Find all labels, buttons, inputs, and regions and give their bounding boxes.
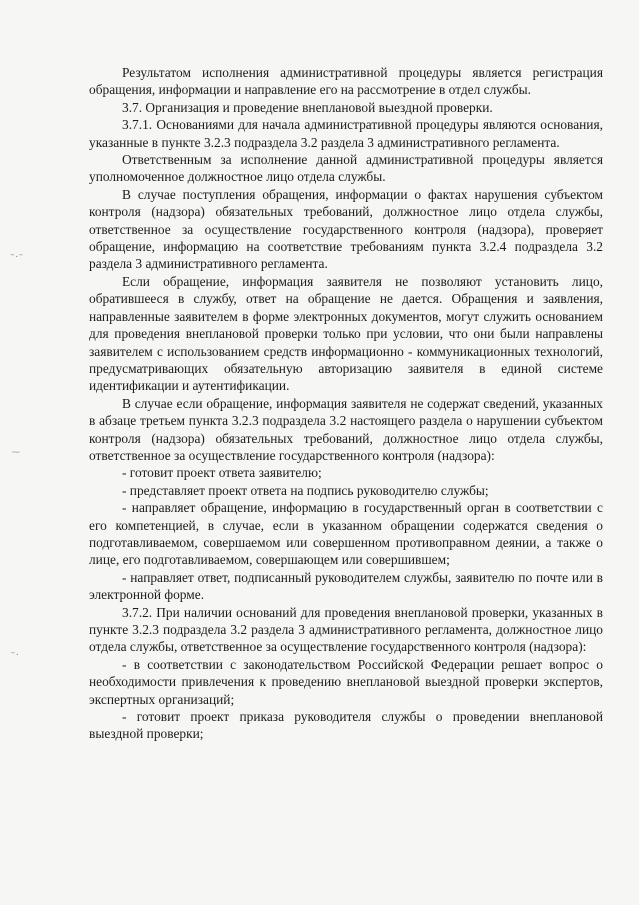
paragraph: В случае поступления обращения, информации о фактах нарушения субъектом контроля (надзора) обязательных требований, должностное лицо отдела службы, ответственное за осуществление государственного контроля (надзора), проверяет обращение, информацию на соответствие требованиям пункта 3.2.4 подраздела 3.2 раздела 3 административного регламента.	[89, 186, 603, 272]
list-item: - в соответствии с законодательством Российской Федерации решает вопрос о необходимости привлечения к проведению внеплановой выездной проверки экспертов, экспертных организаций;	[89, 656, 603, 707]
list-item: - направляет обращение, информацию в государственный орган в соответствии с его компетенцией, в случае, если в указанном обращении содержатся сведения о подготавливаемом, совершаемом или совершенном противоправном деянии, а также о лице, его подготавливаемом, совершающем или совершившем;	[89, 500, 603, 568]
paragraph: Ответственным за исполнение данной административной процедуры является уполномоченное должностное лицо отдела службы.	[89, 152, 603, 185]
paragraph: 3.7.2. При наличии оснований для проведения внеплановой проверки, указанных в пункте 3.2.3 подраздела 3.2 раздела 3 административного регламента, должностное лицо отдела службы, ответственное за осуществление государственного контроля (надзора):	[89, 604, 603, 655]
scan-artifact: -.	[10, 648, 20, 658]
scan-artifact: -.-	[10, 250, 24, 260]
list-item: - готовит проект приказа руководителя службы о проведении внеплановой выездной проверки;	[89, 709, 603, 742]
paragraph: 3.7.1. Основаниями для начала административной процедуры являются основания, указанные в пункте 3.2.3 подраздела 3.2 раздела 3 административного регламента.	[89, 117, 603, 150]
paragraph: В случае если обращение, информация заявителя не содержат сведений, указанных в абзаце третьем пункта 3.2.3 подраздела 3.2 настоящего раздела о нарушении субъектом контроля (надзора) обязательных требований, должностное лицо отдела службы, ответственное за осуществление государственного контроля (надзора):	[89, 395, 603, 463]
scan-artifact: ~	[10, 448, 22, 458]
list-item: - готовит проект ответа заявителю;	[122, 465, 322, 481]
list-item: - направляет ответ, подписанный руководителем службы, заявителю по почте или в электронной форме.	[89, 569, 603, 603]
document-body	[89, 64, 603, 743]
paragraph: Результатом исполнения административной процедуры является регистрация обращения, информации и направление его на рассмотрение в отдел службы.	[89, 65, 603, 98]
list-item: - представляет проект ответа на подпись руководителю службы;	[122, 482, 489, 498]
paragraph: Если обращение, информация заявителя не позволяют установить лицо, обратившееся в службу, ответ на обращение не дается. Обращения и заявления, направленные заявителем в форме электронных документов, могут служить основанием для проведения внеплановой проверки только при условии, что они были направлены заявителем с использованием средств информационно - коммуникационных технологий, предусматривающих обязательную авторизацию заявителя в единой системе идентификации и аутентификации.	[89, 273, 603, 394]
section-heading: 3.7. Организация и проведение внеплановой выездной проверки.	[122, 99, 493, 115]
